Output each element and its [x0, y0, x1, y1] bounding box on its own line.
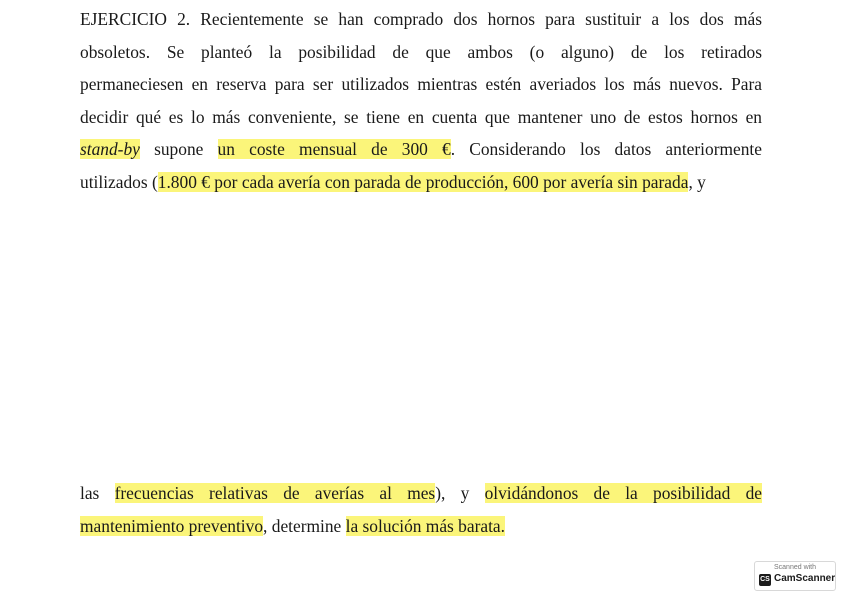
text-line: [80, 133, 762, 166]
text-line: [80, 477, 762, 510]
text-segment: ), y: [435, 483, 485, 503]
text-line: EJERCICIO 2. Recientemente se han comprado dos hornos para sustituir a los dos más: [80, 9, 762, 29]
watermark-brand: CamScanner: [774, 573, 836, 584]
text-line: decidir qué es lo más conveniente, se tiene en cuenta que mantener uno de estos hornos en: [80, 106, 762, 127]
camscanner-watermark: [754, 561, 836, 591]
text-segment: utilizados (: [80, 171, 158, 192]
highlighted-text: 1.800 € por cada avería con parada de producción, 600 por avería sin parada: [157, 171, 689, 192]
highlighted-text: frecuencias relativas de averías al mes: [114, 483, 436, 503]
text-segment: supone: [139, 139, 218, 160]
highlighted-text: mantenimiento preventivo: [80, 515, 264, 536]
highlighted-text: la solución más barata.: [345, 515, 505, 536]
exercise-paragraph: [80, 3, 762, 199]
text-segment: . Considerando los datos anteriormente: [450, 139, 762, 160]
text-line: permaneciesen en reserva para ser utilizados mientras estén averiados los más nuevos. Para: [80, 74, 762, 95]
text-segment: , determine: [263, 515, 346, 536]
highlighted-text: stand-by: [80, 139, 140, 160]
text-line: [80, 166, 762, 199]
text-segment: , y: [688, 171, 706, 192]
highlighted-text: un coste mensual de 300 €: [217, 139, 451, 160]
text-segment: las: [80, 483, 115, 503]
text-line: [80, 510, 762, 543]
exercise-paragraph-continuation: [80, 477, 762, 542]
highlighted-text: olvidándonos de la posibilidad de: [484, 483, 763, 503]
camscanner-logo-icon: CS: [759, 574, 771, 586]
text-line: obsoletos. Se planteó la posibilidad de que ambos (o alguno) de los retirados: [80, 41, 762, 62]
watermark-caption: Scanned with: [773, 564, 817, 571]
